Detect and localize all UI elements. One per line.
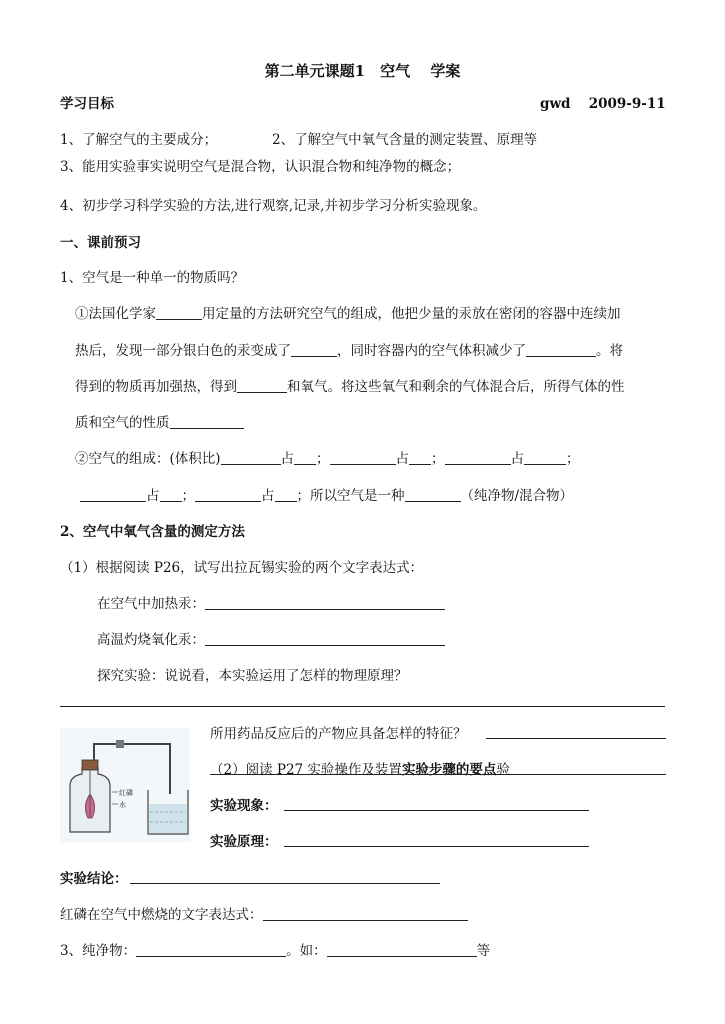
answer-blank[interactable] bbox=[156, 305, 202, 320]
text-segment: 得到的物质再加强热，得到 bbox=[75, 379, 237, 395]
text-segment: ； bbox=[431, 451, 445, 467]
clamp-icon bbox=[116, 740, 124, 748]
product-question bbox=[210, 722, 467, 742]
answer-blank[interactable] bbox=[136, 942, 286, 957]
objective-4: 4、初步学习科学实验的方法,进行观察,记录,并初步学习分析实验现象。 bbox=[60, 198, 487, 214]
water bbox=[149, 804, 187, 833]
explore-question: 探究实验：说说看，本实验运用了怎样的物理原理？ bbox=[97, 668, 408, 684]
text-segment: 质和空气的性质 bbox=[75, 415, 170, 431]
answer-line[interactable] bbox=[130, 883, 440, 884]
composition-line-2 bbox=[80, 484, 573, 504]
expression-line-1 bbox=[97, 592, 445, 612]
principle-label: 实验原理： bbox=[210, 834, 278, 850]
answer-blank[interactable] bbox=[205, 631, 445, 646]
text-segment: 和氧气。将这些氧气和剩余的气体混合后，所得气体的性 bbox=[287, 379, 625, 395]
answer-line[interactable] bbox=[284, 846, 589, 847]
text-segment: 在空气中加热汞： bbox=[97, 596, 205, 612]
text-segment: ； bbox=[566, 451, 580, 467]
text-segment: 验 bbox=[496, 762, 510, 778]
question-1: 1、空气是一种单一的物质吗？ bbox=[60, 270, 245, 286]
answer-blank[interactable] bbox=[291, 342, 337, 357]
text-segment: 占 bbox=[395, 451, 410, 467]
answer-blank[interactable] bbox=[263, 906, 468, 921]
phenomenon-label: 实验现象： bbox=[210, 798, 278, 814]
paragraph-line-4 bbox=[75, 411, 244, 431]
label-water: 水 bbox=[119, 801, 126, 809]
answer-blank[interactable] bbox=[195, 487, 261, 502]
answer-line[interactable] bbox=[60, 706, 665, 707]
pure-substance-line bbox=[60, 939, 490, 959]
conclusion-label: 实验结论： bbox=[60, 871, 128, 887]
text-segment: 热后，发现一部分银白色的汞变成了 bbox=[75, 343, 291, 359]
text-segment: 高温灼烧氧化汞： bbox=[97, 632, 205, 648]
stopper bbox=[82, 760, 98, 770]
answer-blank[interactable] bbox=[205, 595, 445, 610]
text-segment: ；所以空气是一种 bbox=[296, 488, 405, 504]
answer-blank[interactable] bbox=[445, 450, 511, 465]
text-segment: ②空气的组成：(体积比) bbox=[75, 451, 221, 467]
text-segment: 等 bbox=[476, 943, 491, 959]
composition-line-1 bbox=[75, 447, 580, 467]
oxygen-heading: 2、空气中氧气含量的测定方法 bbox=[60, 524, 245, 540]
objective-1: 1、了解空气的主要成分； bbox=[60, 132, 218, 148]
apparatus-figure bbox=[60, 728, 190, 842]
text-segment: 红磷在空气中燃烧的文字表达式： bbox=[60, 907, 263, 923]
objective-2: 2、了解空气中氧气含量的测定装置、原理等 bbox=[272, 132, 538, 148]
answer-blank[interactable] bbox=[160, 487, 182, 502]
answer-blank[interactable] bbox=[294, 450, 316, 465]
answer-blank[interactable] bbox=[327, 942, 477, 957]
text-segment: 所用药品反应后的产物应具备怎样的特征？ bbox=[210, 726, 467, 742]
expression-line-2 bbox=[97, 628, 445, 648]
subsection-2 bbox=[210, 758, 510, 778]
text-segment: ①法国化学家 bbox=[75, 306, 156, 322]
author-date: gwd 2009-9-11 bbox=[540, 96, 666, 112]
answer-blank[interactable] bbox=[526, 342, 596, 357]
text-segment: （纯净物/混合物） bbox=[460, 488, 574, 504]
answer-blank[interactable] bbox=[80, 487, 146, 502]
answer-line[interactable] bbox=[486, 738, 666, 739]
text-segment: ，同时容器内的空气体积减少了 bbox=[337, 343, 526, 359]
text-segment: 占 bbox=[146, 488, 160, 504]
text-segment: 3、纯净物： bbox=[60, 943, 137, 959]
answer-blank[interactable] bbox=[237, 378, 287, 393]
answer-blank[interactable] bbox=[409, 450, 431, 465]
text-segment: ； bbox=[316, 451, 330, 467]
text-segment: 。如： bbox=[286, 943, 327, 959]
preview-heading: 一、课前预习 bbox=[60, 235, 141, 251]
text-segment: （2）阅读 P27 实验操作及装置 bbox=[210, 762, 402, 778]
text-segment: 占 bbox=[280, 451, 295, 467]
underline bbox=[210, 774, 666, 775]
phosphorus-expression bbox=[60, 903, 468, 923]
page-title: 第二单元课题1 空气 学案 bbox=[264, 62, 461, 80]
paragraph-line-2 bbox=[75, 339, 623, 359]
answer-blank[interactable] bbox=[524, 450, 566, 465]
answer-blank[interactable] bbox=[170, 414, 244, 429]
objective-3: 3、能用实验事实说明空气是混合物，认识混合物和纯净物的概念； bbox=[60, 159, 461, 175]
answer-blank[interactable] bbox=[405, 487, 461, 502]
paragraph-line-1 bbox=[75, 302, 621, 322]
objectives-heading: 学习目标 bbox=[60, 96, 114, 112]
text-segment: 占 bbox=[261, 488, 275, 504]
answer-blank[interactable] bbox=[275, 487, 297, 502]
answer-blank[interactable] bbox=[221, 450, 281, 465]
paragraph-line-3 bbox=[75, 375, 625, 395]
text-segment: 用定量的方法研究空气的组成，他把少量的汞放在密闭的容器中连续加 bbox=[202, 306, 621, 322]
label-phosphorus: 红磷 bbox=[119, 789, 133, 797]
text-segment: ； bbox=[181, 488, 195, 504]
text-segment: 占 bbox=[510, 451, 525, 467]
answer-line[interactable] bbox=[284, 810, 589, 811]
answer-blank[interactable] bbox=[330, 450, 396, 465]
text-segment: 实验步骤的要点 bbox=[401, 762, 497, 778]
subsection-1: （1）根据阅读 P26，试写出拉瓦锡实验的两个文字表达式： bbox=[60, 560, 424, 576]
text-segment: 。将 bbox=[596, 343, 623, 359]
